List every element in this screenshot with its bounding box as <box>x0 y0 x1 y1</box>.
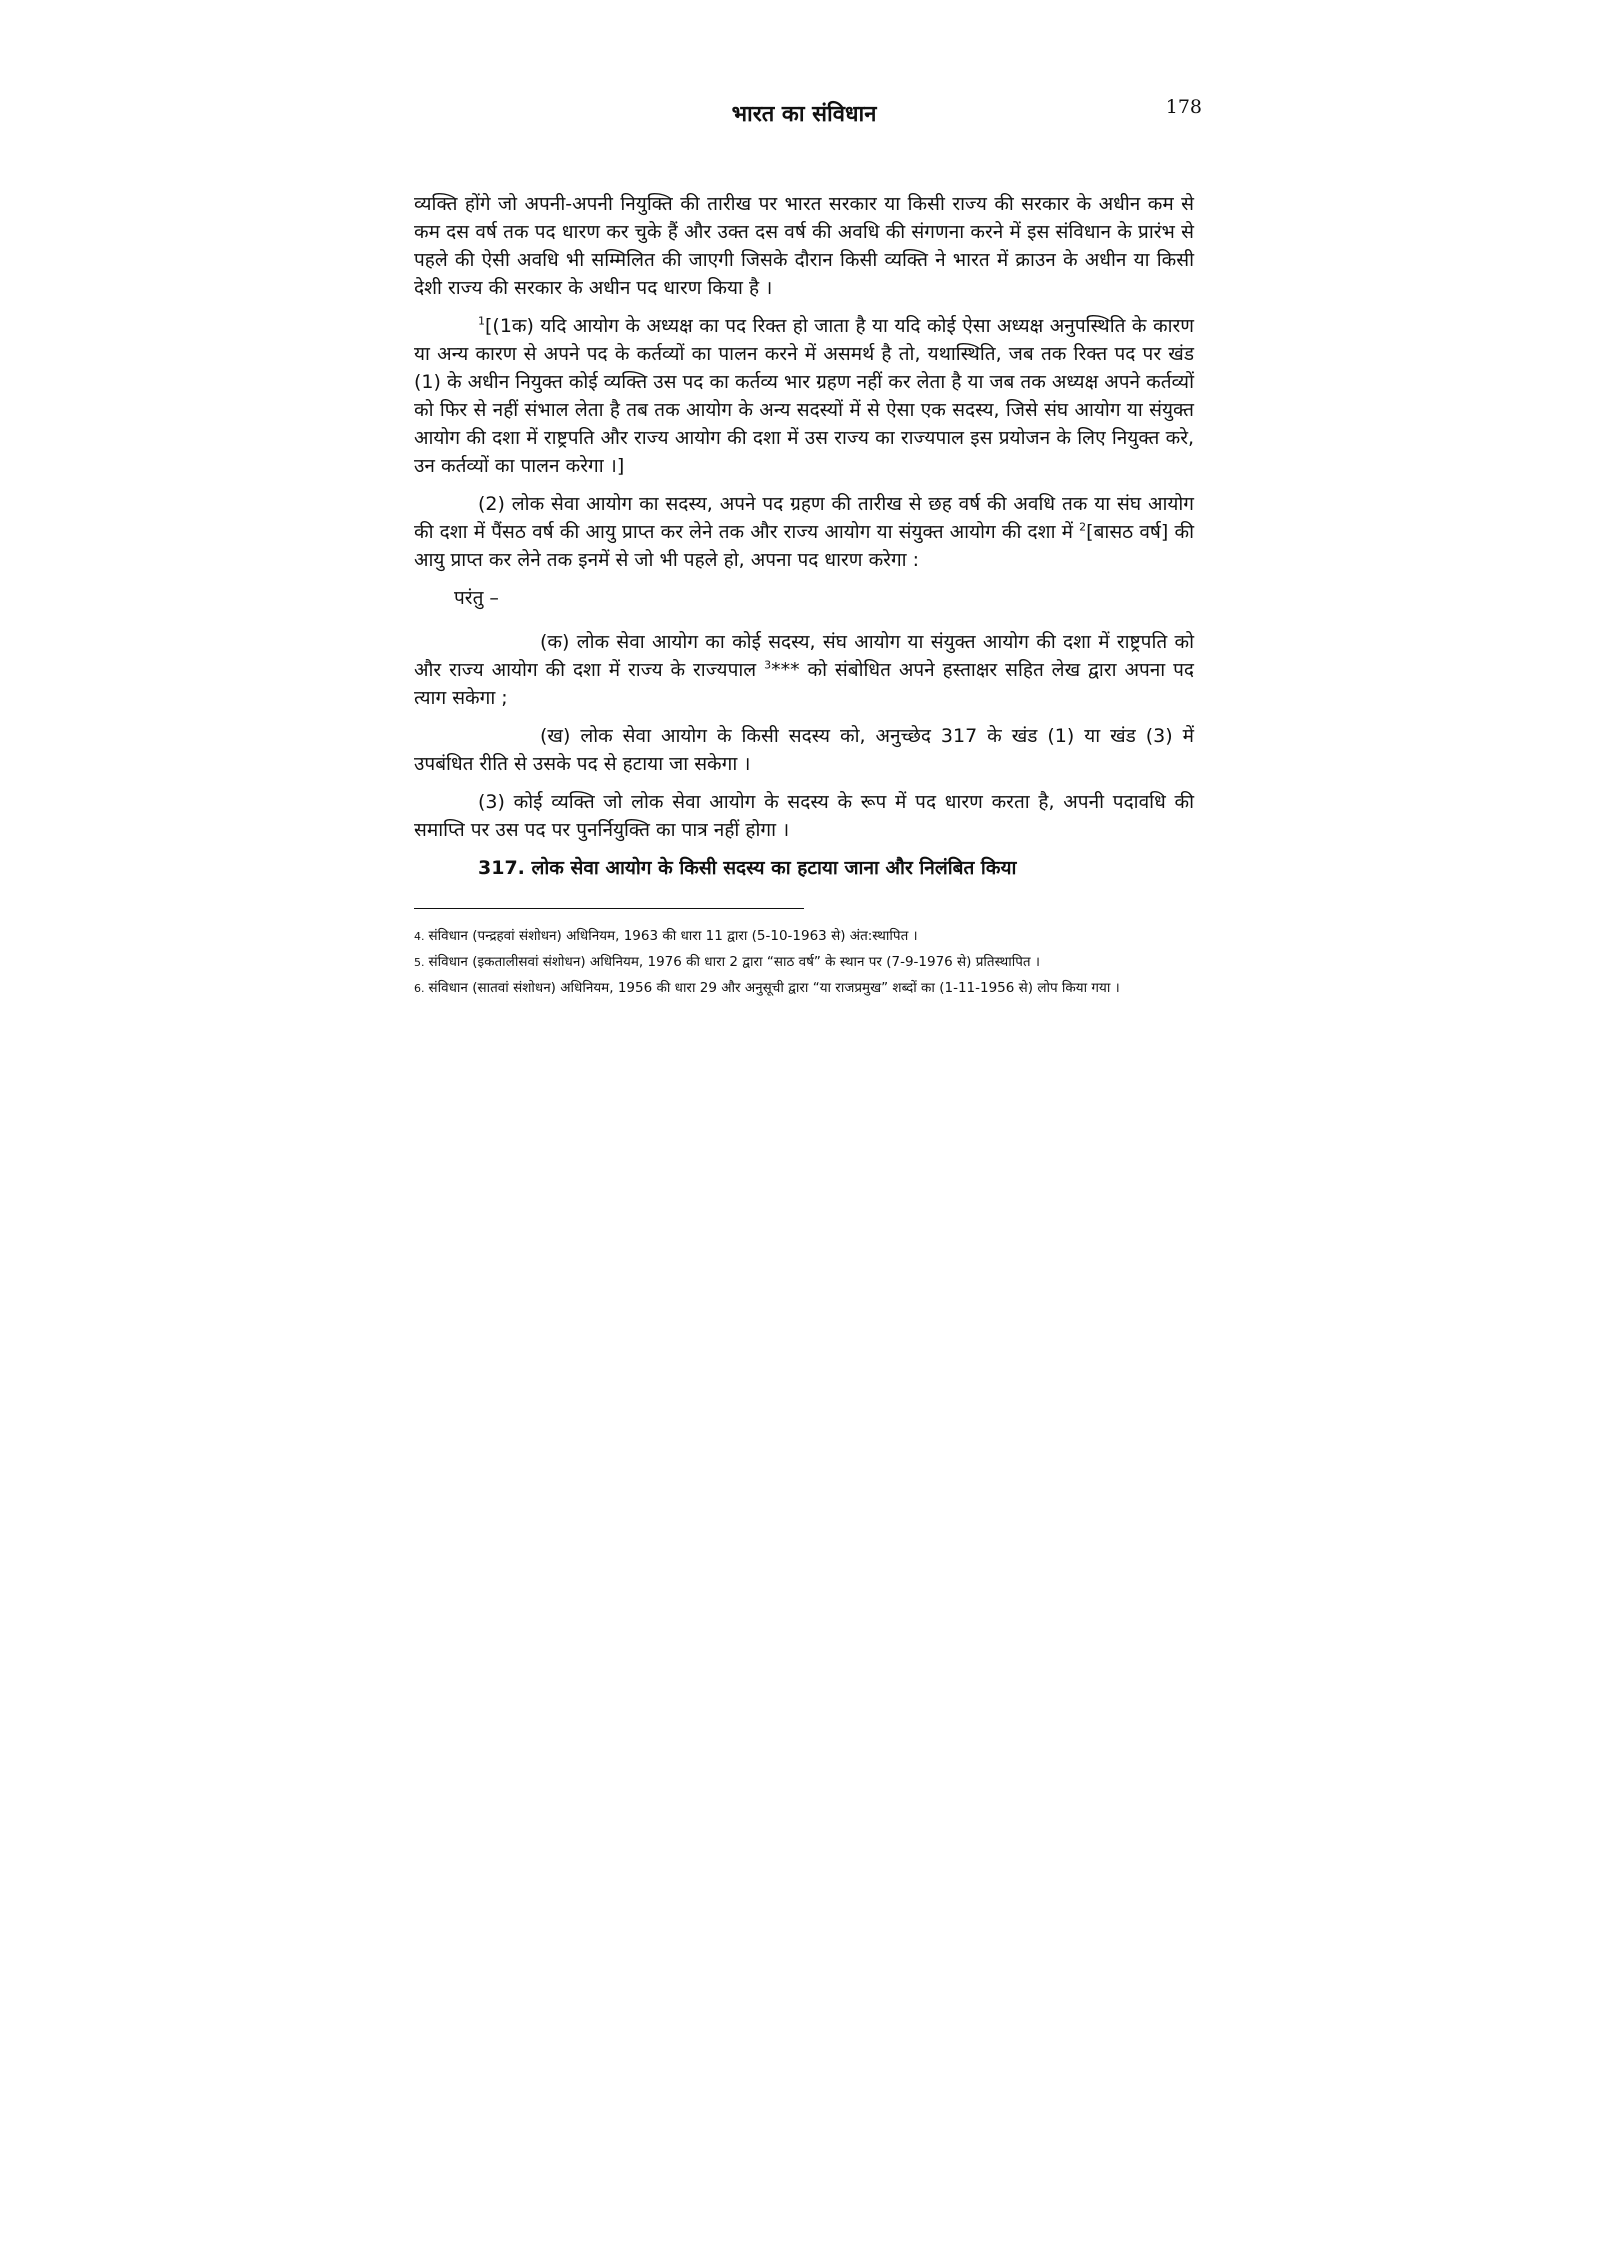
sub-clause-b: (ख) लोक सेवा आयोग के किसी सदस्य को, अनुच्छेद 317 के खंड (1) या खंड (3) में उपबंधित रीति से उसके पद से हटाया जा सकेगा । <box>414 725 1194 775</box>
paragraph-continuation: व्यक्ति होंगे जो अपनी-अपनी नियुक्ति की तारीख पर भारत सरकार या किसी राज्य की सरकार के अधीन कम से कम दस वर्ष तक पद धारण कर चुके हैं और उक्त दस वर्ष की अवधि की संगणना करने में इस संविधान के प्रारंभ से पहले की ऐसी अवधि भी सम्मिलित की जाएगी जिसके दौरान किसी व्यक्ति ने भारत में क्राउन के अधीन या किसी देशी राज्य की सरकार के अधीन पद धारण किया है । <box>414 193 1194 299</box>
paragraph-clause-1a <box>414 312 1194 480</box>
footnote-number: 5. <box>414 956 425 969</box>
footnote-marker: 3 <box>764 658 772 672</box>
page-title: भारत का संविधान <box>731 102 877 127</box>
sub-clause-a <box>414 628 1194 712</box>
paragraph-text: (क) लोक सेवा आयोग का कोई सदस्य, संघ आयोग या संयुक्त आयोग की दशा में राष्ट्रपति को और राज्य आयोग की दशा में राज्य के राज्यपाल <box>414 631 1194 681</box>
document-body <box>414 190 1194 882</box>
paragraph-text: *** को संबोधित अपने हस्ताक्षर सहित लेख द्वारा अपना पद त्याग सकेगा ; <box>414 659 1194 709</box>
footnote-marker: 1 <box>478 314 485 328</box>
footnote <box>414 977 1194 1000</box>
paragraph-text: [बासठ वर्ष] की आयु प्राप्त कर लेने तक इनमें से जो भी पहले हो, अपना पद धारण करेगा : <box>414 521 1194 571</box>
paragraph-clause-2 <box>414 490 1194 574</box>
footnote-text: संविधान (इकतालीसवां संशोधन) अधिनियम, 1976 की धारा 2 द्वारा “साठ वर्ष” के स्थान पर (7-9-1976 से) प्रतिस्थापित । <box>428 954 1040 970</box>
paragraph-text: (2) लोक सेवा आयोग का सदस्य, अपने पद ग्रहण की तारीख से छह वर्ष की अवधि तक या संघ आयोग की दशा में पैंसठ वर्ष की आयु प्राप्त कर लेने तक और राज्य आयोग या संयुक्त आयोग की दशा में <box>414 493 1194 543</box>
article-heading: 317. लोक सेवा आयोग के किसी सदस्य का हटाया जाना और निलंबित किया <box>478 857 1017 879</box>
paragraph-clause-3: (3) कोई व्यक्ति जो लोक सेवा आयोग के सदस्य के रूप में पद धारण करता है, अपनी पदावधि की समाप्ति पर उस पद पर पुनर्नियुक्ति का पात्र नहीं होगा । <box>414 791 1194 841</box>
footnote-marker: 2 <box>1079 520 1087 534</box>
footnote-number: 4. <box>414 930 425 943</box>
footnote <box>414 925 1194 948</box>
footnotes <box>414 925 1194 1000</box>
footnote-text: संविधान (पन्द्रहवां संशोधन) अधिनियम, 1963 की धारा 11 द्वारा (5-10-1963 से) अंत:स्थापित । <box>428 928 918 944</box>
page-number: 178 <box>1165 96 1202 118</box>
proviso-label: परंतु – <box>454 587 499 609</box>
footnote-divider <box>414 908 804 909</box>
page-header <box>414 92 1202 132</box>
footnote <box>414 951 1194 974</box>
paragraph-text: [(1क) यदि आयोग के अध्यक्ष का पद रिक्त हो जाता है या यदि कोई ऐसा अध्यक्ष अनुपस्थिति के कारण या अन्य कारण से अपने पद के कर्तव्यों का पालन करने में असमर्थ है तो, यथास्थिति, जब तक रिक्त पद पर खंड (1) के अधीन नियुक्त कोई व्यक्ति उस पद का कर्तव्य भार ग्रहण नहीं कर लेता है या जब तक अध्यक्ष अपने कर्तव्यों को फिर से नहीं संभाल लेता है तब तक आयोग के अन्य सदस्यों में से ऐसा एक सदस्य, जिसे संघ आयोग या संयुक्त आयोग की दशा में राष्ट्रपति और राज्य आयोग की दशा में उस राज्य का राज्यपाल इस प्रयोजन के लिए नियुक्त करे, उन कर्तव्यों का पालन करेगा ।] <box>414 315 1194 477</box>
footnote-number: 6. <box>414 982 425 995</box>
footnote-text: संविधान (सातवां संशोधन) अधिनियम, 1956 की धारा 29 और अनुसूची द्वारा “या राजप्रमुख” शब्दों का (1-11-1956 से) लोप किया गया । <box>428 980 1120 996</box>
document-page <box>414 92 1202 1003</box>
